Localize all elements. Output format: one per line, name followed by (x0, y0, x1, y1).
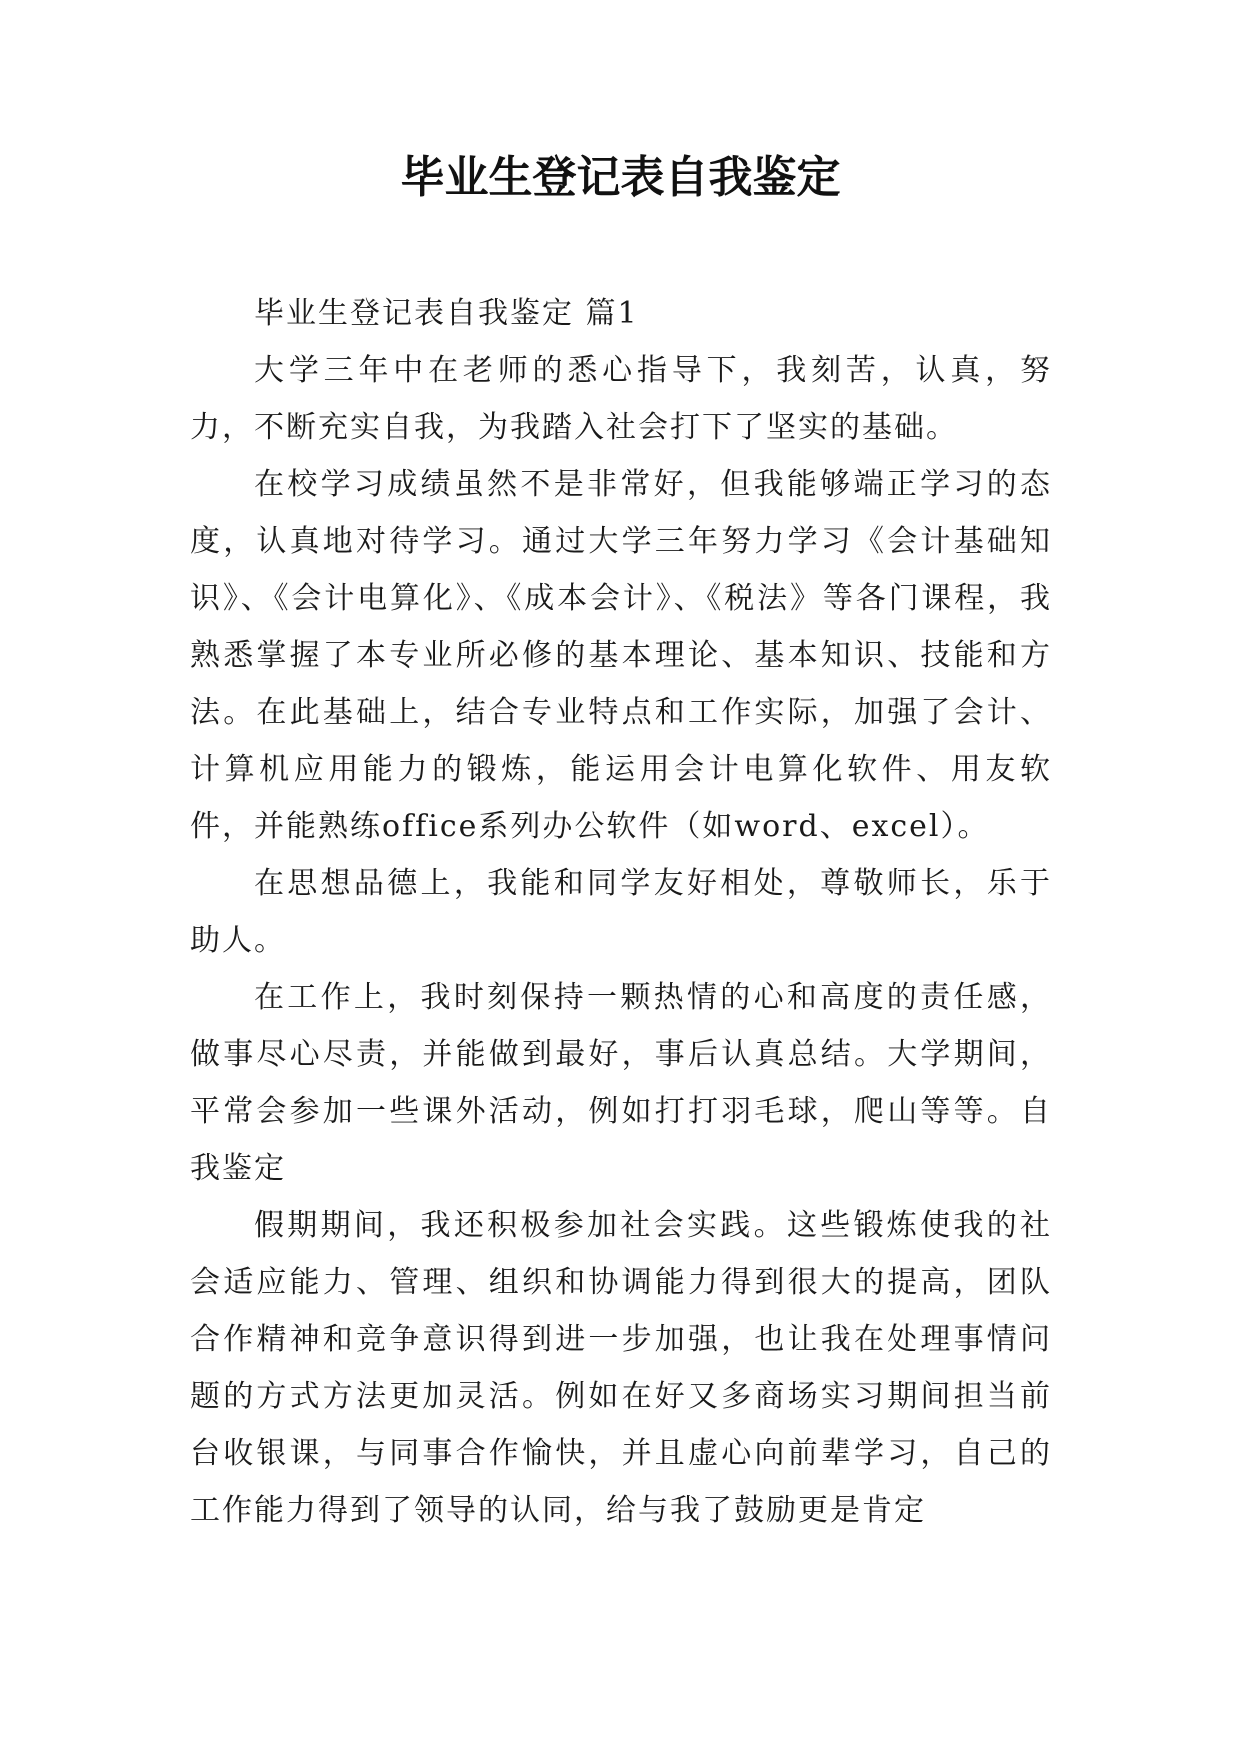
paragraph: 在思想品德上，我能和同学友好相处，尊敬师长，乐于助人。 (190, 866, 1052, 958)
paragraph: 在校学习成绩虽然不是非常好，但我能够端正学习的态度，认真地对待学习。通过大学三年努力学习《会计基础知识》、《会计电算化》、《成本会计》、《税法》等各门课程，我熟悉掌握了本专业所必修的基本理论、基本知识、技能和方法。在此基础上，结合专业特点和工作实际，加强了会计、计算机应用能力的锻炼，能运用会计电算化软件、用友软件，并能熟练office系列办公软件（如word、excel）。 (190, 467, 1052, 844)
paragraph: 在工作上，我时刻保持一颗热情的心和高度的责任感，做事尽心尽责，并能做到最好，事后认真总结。大学期间，平常会参加一些课外活动，例如打打羽毛球，爬山等等。自我鉴定 (190, 980, 1052, 1186)
document-title: 毕业生登记表自我鉴定 (400, 152, 841, 203)
section-heading: 毕业生登记表自我鉴定 篇1 (254, 296, 639, 331)
document-body (190, 285, 1052, 1539)
paragraph: 大学三年中在老师的悉心指导下，我刻苦，认真，努力，不断充实自我，为我踏入社会打下了坚实的基础。 (190, 353, 1052, 445)
paragraph: 假期期间，我还积极参加社会实践。这些锻炼使我的社会适应能力、管理、组织和协调能力得到很大的提高，团队合作精神和竞争意识得到进一步加强，也让我在处理事情问题的方式方法更加灵活。例如在好又多商场实习期间担当前台收银课，与同事合作愉快，并且虚心向前辈学习，自己的工作能力得到了领导的认同，给与我了鼓励更是肯定 (190, 1208, 1052, 1528)
